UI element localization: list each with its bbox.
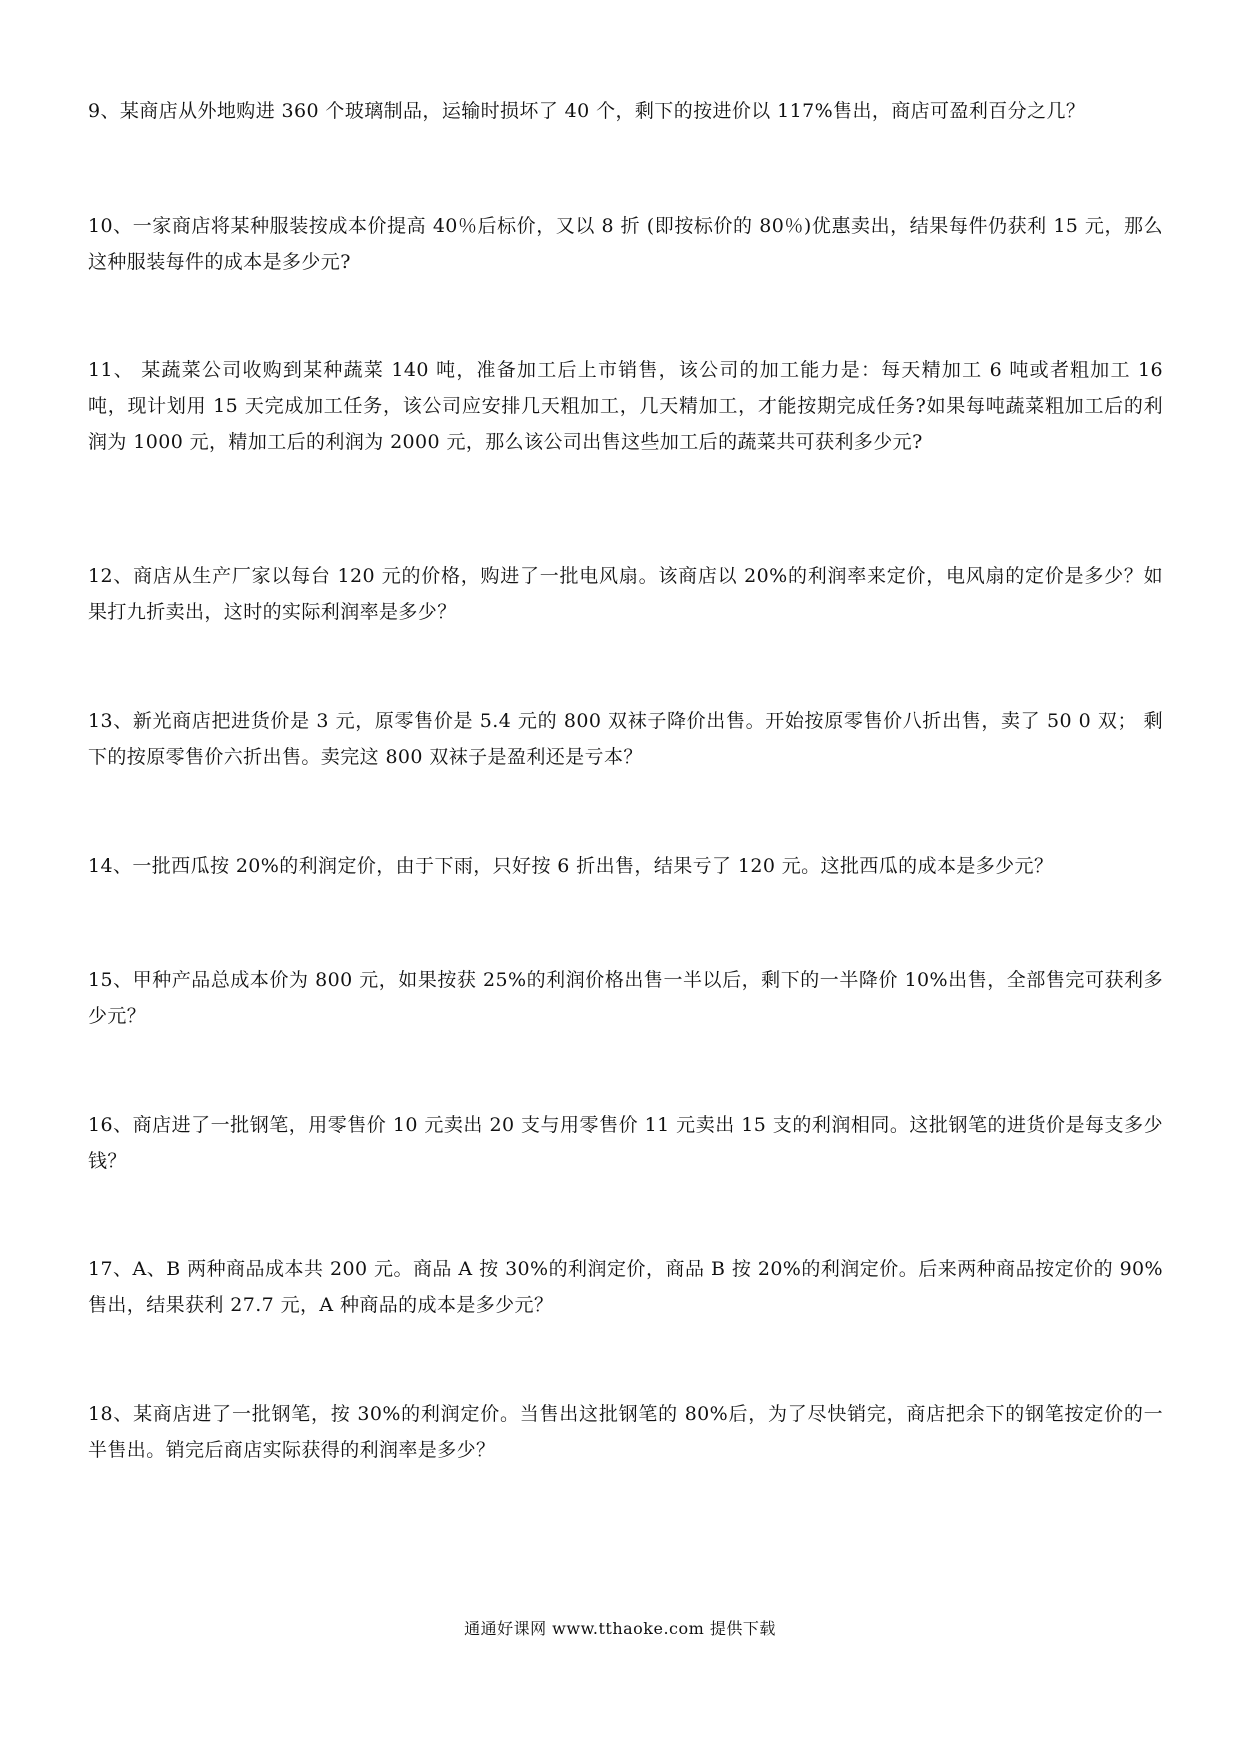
problem-10: 10、一家商店将某种服装按成本价提高 40％后标价，又以 8 折 (即按标价的 80％)优惠卖出，结果每件仍获利 15 元，那么这种服装每件的成本是多少元?	[88, 215, 1163, 273]
problem-11: 11、 某蔬菜公司收购到某种蔬菜 140 吨，准备加工后上市销售，该公司的加工能力是：每天精加工 6 吨或者粗加工 16 吨，现计划用 15 天完成加工任务，该公司应安排几天粗加工，几天精加工，才能按期完成任务?如果每吨蔬菜粗加工后的利润为 1000 元，精加工后的利润为 2000 元，那么该公司出售这些加工后的蔬菜共可获利多少元?	[88, 359, 1163, 453]
problem-14: 14、一批西瓜按 20%的利润定价，由于下雨，只好按 6 折出售，结果亏了 120 元。这批西瓜的成本是多少元？	[88, 855, 1054, 877]
problem-18: 18、某商店进了一批钢笔，按 30%的利润定价。当售出这批钢笔的 80%后，为了尽快销完，商店把余下的钢笔按定价的一半售出。销完后商店实际获得的利润率是多少？	[88, 1403, 1163, 1461]
problem-16: 16、商店进了一批钢笔，用零售价 10 元卖出 20 支与用零售价 11 元卖出 15 支的利润相同。这批钢笔的进货价是每支多少钱？	[88, 1114, 1163, 1172]
footer-download-note: 通通好课网 www.tthaoke.com 提供下载	[464, 1619, 776, 1638]
problem-12: 12、商店从生产厂家以每台 120 元的价格，购进了一批电风扇。该商店以 20%的利润率来定价，电风扇的定价是多少？如果打九折卖出，这时的实际利润率是多少？	[88, 565, 1163, 623]
problem-15: 15、甲种产品总成本价为 800 元，如果按获 25%的利润价格出售一半以后，剩下的一半降价 10%出售，全部售完可获利多少元？	[88, 969, 1163, 1027]
problem-9: 9、某商店从外地购进 360 个玻璃制品，运输时损坏了 40 个，剩下的按进价以 117%售出，商店可盈利百分之几？	[88, 100, 1086, 122]
problem-17: 17、A、B 两种商品成本共 200 元。商品 A 按 30%的利润定价，商品 B 按 20%的利润定价。后来两种商品按定价的 90%售出，结果获利 27.7 元，A 种商品的成本是多少元？	[88, 1258, 1163, 1316]
problem-13: 13、新光商店把进货价是 3 元，原零售价是 5.4 元的 800 双袜子降价出售。开始按原零售价八折出售，卖了 50 0 双； 剩下的按原零售价六折出售。卖完这 800 双袜子是盈利还是亏本？	[88, 710, 1163, 768]
